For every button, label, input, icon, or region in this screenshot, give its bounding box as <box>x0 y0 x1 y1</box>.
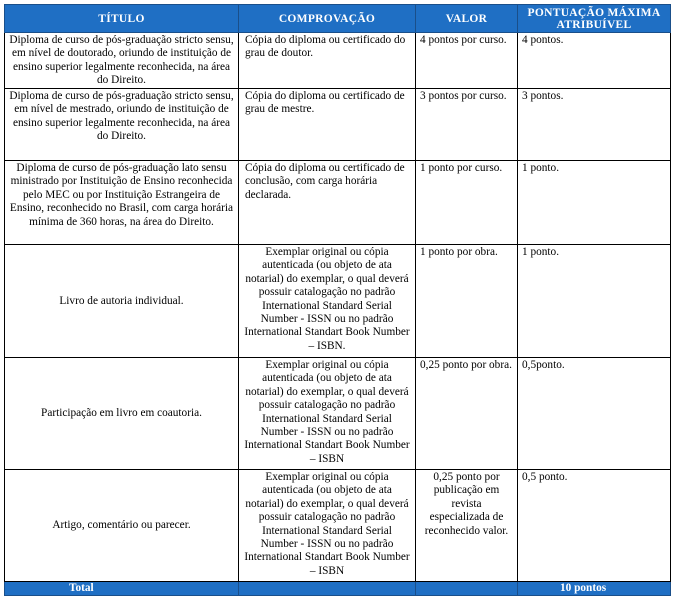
row-valor: 0,25 ponto por obra. <box>416 358 518 470</box>
score-table <box>4 4 671 596</box>
row-valor: 0,25 ponto por publicação em revista especializada de reconhecido valor. <box>416 470 518 582</box>
row-comprovacao: Cópia do diploma ou certificado do grau de doutor. <box>239 33 416 89</box>
row-comprovacao: Exemplar original ou cópia autenticada (ou objeto de ata notarial) do exemplar, o qual deverá possuir catalogação no padrão International Standard Serial Number - ISSN ou no padrão International Standart Book Number – ISBN. <box>239 245 416 358</box>
row-comprovacao: Cópia do diploma ou certificado de conclusão, com carga horária declarada. <box>239 161 416 245</box>
row-titulo: Diploma de curso de pós-graduação stricto sensu, em nível de doutorado, oriundo de instituição de ensino superior legalmente reconhecida, na área do Direito. <box>5 33 239 89</box>
table-row <box>5 358 671 470</box>
row-titulo: Livro de autoria individual. <box>5 245 239 358</box>
row-pontuacao: 0,5ponto. <box>518 358 671 470</box>
total-spacer <box>416 582 518 596</box>
row-titulo: Diploma de curso de pós-graduação stricto sensu, em nível de mestrado, oriundo de instituição de ensino superior legalmente reconhecida, na área do Direito. <box>5 89 239 161</box>
header-valor: VALOR <box>416 5 518 33</box>
total-row <box>5 582 671 596</box>
row-comprovacao: Cópia do diploma ou certificado de grau de mestre. <box>239 89 416 161</box>
header-comprovacao: COMPROVAÇÃO <box>239 5 416 33</box>
table-row <box>5 89 671 161</box>
total-label: Total <box>5 582 239 596</box>
row-pontuacao: 4 pontos. <box>518 33 671 89</box>
row-valor: 1 ponto por obra. <box>416 245 518 358</box>
header-titulo: TÍTULO <box>5 5 239 33</box>
header-pontuacao: PONTUAÇÃO MÁXIMA ATRIBUÍVEL <box>518 5 671 33</box>
table-row <box>5 470 671 582</box>
row-comprovacao: Exemplar original ou cópia autenticada (ou objeto de ata notarial) do exemplar, o qual deverá possuir catalogação no padrão International Standard Serial Number - ISSN ou no padrão International Standart Book Number – ISBN <box>239 358 416 470</box>
total-spacer <box>239 582 416 596</box>
row-pontuacao: 1 ponto. <box>518 161 671 245</box>
row-titulo: Diploma de curso de pós-graduação lato sensu ministrado por Instituição de Ensino reconhecida pelo MEC ou por Instituição Estrangeira de Ensino, reconhecido no Brasil, com carga horária mínima de 360 horas, na área do Direito. <box>5 161 239 245</box>
row-valor: 1 ponto por curso. <box>416 161 518 245</box>
row-pontuacao: 3 pontos. <box>518 89 671 161</box>
row-valor: 3 pontos por curso. <box>416 89 518 161</box>
row-titulo: Artigo, comentário ou parecer. <box>5 470 239 582</box>
row-valor: 4 pontos por curso. <box>416 33 518 89</box>
row-pontuacao: 1 ponto. <box>518 245 671 358</box>
row-comprovacao: Exemplar original ou cópia autenticada (ou objeto de ata notarial) do exemplar, o qual deverá possuir catalogação no padrão International Standard Serial Number - ISSN ou no padrão International Standart Book Number – ISBN <box>239 470 416 582</box>
total-value: 10 pontos <box>518 582 671 596</box>
table-row <box>5 161 671 245</box>
table-row <box>5 245 671 358</box>
row-titulo: Participação em livro em coautoria. <box>5 358 239 470</box>
row-pontuacao: 0,5 ponto. <box>518 470 671 582</box>
table-row <box>5 33 671 89</box>
header-row <box>5 5 671 33</box>
